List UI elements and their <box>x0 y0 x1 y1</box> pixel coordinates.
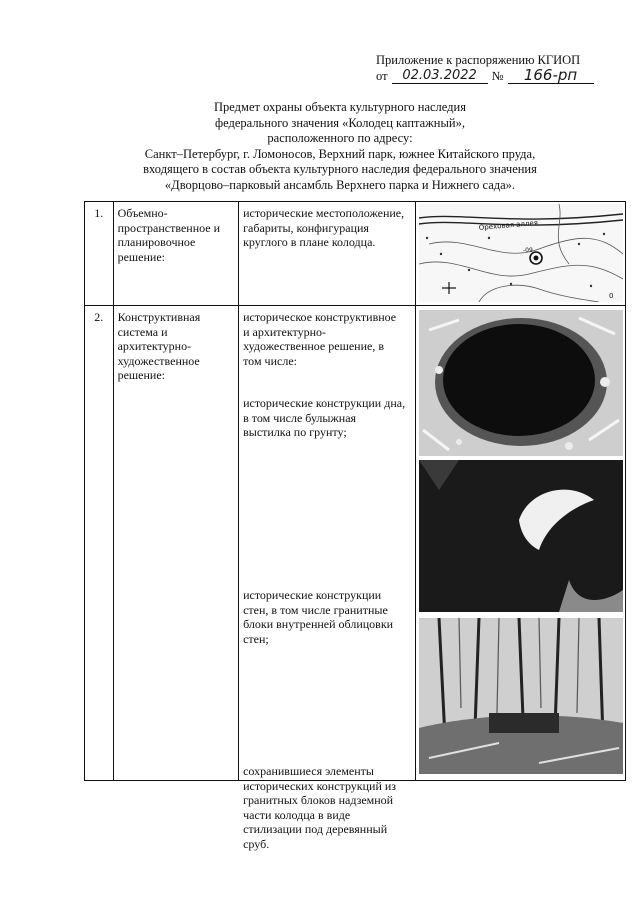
above-ground-photo <box>419 618 623 774</box>
well-walls-photo <box>419 460 623 612</box>
photo-drawing <box>419 310 623 456</box>
header-number-sign: № <box>491 69 504 83</box>
document-header <box>376 52 616 84</box>
handwritten-date: 02.03.2022 <box>392 68 488 84</box>
row-description: исторические местоположение, габариты, конфигурация круглого в плане колодца. <box>239 202 416 306</box>
photo-drawing <box>419 618 623 774</box>
map-cell <box>416 202 626 306</box>
description-walls: исторические конструкции стен, в том числе гранитные блоки внутренней облицовки стен; <box>243 588 394 646</box>
row-category: Конструктивная система и архитектурно-художественное решение: <box>113 306 239 781</box>
document-title <box>100 100 580 193</box>
table-row <box>85 306 626 781</box>
title-line: входящего в состав объекта культурного наследия федерального значения <box>143 162 537 176</box>
title-line: Санкт–Петербург, г. Ломоносов, Верхний парк, южнее Китайского пруда, <box>144 146 536 161</box>
header-date-line <box>376 68 616 84</box>
description-above-ground: сохранившиеся элементы исторических конструкций из гранитных блоков надземной части колодца в виде стилизации под деревянный сруб. <box>243 764 397 851</box>
title-line: Предмет охраны объекта культурного наследия <box>214 100 466 114</box>
row-number: 2. <box>85 306 114 781</box>
header-from-label: от <box>376 69 388 83</box>
row-description-cell <box>239 306 416 851</box>
row-number: 1. <box>85 202 114 306</box>
header-appendix-line: Приложение к распоряжению КГИОП <box>376 53 581 67</box>
description-general: историческое конструктивное и архитектурно-художественное решение, в том числе: <box>243 310 397 368</box>
title-line: «Дворцово–парковый ансамбль Верхнего парка и Нижнего сада». <box>164 177 516 192</box>
handwritten-number: 166-рп <box>508 68 594 84</box>
row-category: Объемно-пространственное и планировочное решение: <box>113 202 239 306</box>
site-map-image <box>419 204 623 302</box>
table-row <box>85 202 626 306</box>
title-line: федерального значения «Колодец каптажный», <box>215 115 465 130</box>
map-mark-label: -09 <box>523 247 534 254</box>
photo-cell <box>416 306 626 781</box>
description-bottom: исторические конструкции дна, в том числе булыжная выстилка по грунту; <box>243 396 406 439</box>
map-drawing <box>419 204 623 302</box>
map-legend-label: 0 <box>609 292 614 300</box>
map-alley-label: Ореховая аллея <box>478 218 539 232</box>
photo-drawing <box>419 460 623 612</box>
well-bottom-photo <box>419 310 623 456</box>
protection-subject-table <box>84 201 626 851</box>
title-line: расположенного по адресу: <box>267 131 413 145</box>
